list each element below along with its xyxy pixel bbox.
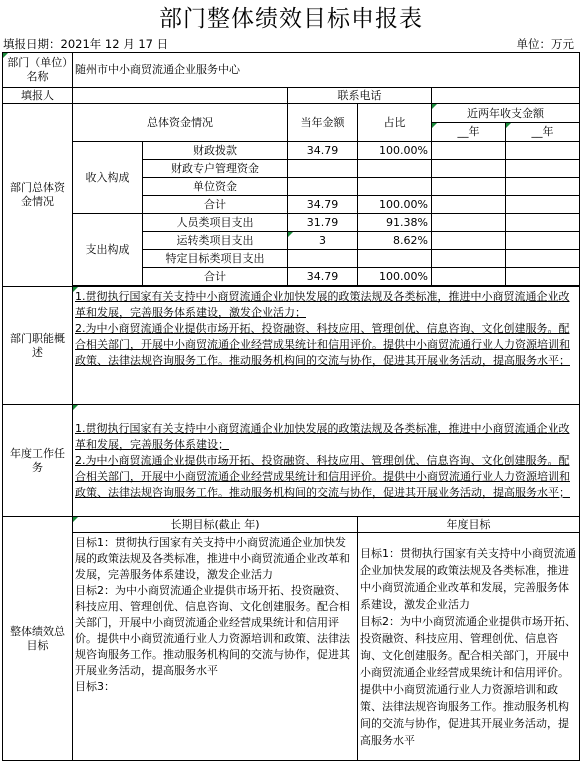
year-a: __年 <box>432 123 506 141</box>
expense-total-ratio: 100.00% <box>358 268 432 286</box>
tasks-paragraph: 2.为中小商贸流通企业提供市场开拓、投资融资、科技应用、管理创优、信息咨询、文化创建服务。配合相关部门，开展中小商贸流通企业经营成果统计和信用评价。提供中小商贸流通行业人力资源培训和政策、法律法规咨询服务工作。推动服务机构间的交流与协作，促进其开展业务活动，提高服务水平； <box>75 453 570 499</box>
year-a-cell <box>432 214 506 232</box>
form-title: 部门整体绩效目标申报表 <box>159 6 423 32</box>
expense-row-name: 运转类项目支出 <box>143 232 288 250</box>
expense-row-ratio <box>358 250 432 268</box>
year-a-cell <box>432 232 506 250</box>
year-b-cell <box>506 142 580 160</box>
annual-tasks-text <box>73 405 580 517</box>
year-b: __年 <box>506 123 579 141</box>
col-ratio: 占比 <box>358 104 432 142</box>
income-row-name: 财政拨款 <box>143 142 288 160</box>
dept-name: 随州市中小商贸流通企业服务中心 <box>73 53 580 88</box>
year-a-cell <box>432 178 506 196</box>
two-years-title: 近两年收支金额 <box>432 105 579 123</box>
expense-row-amount <box>288 250 358 268</box>
expense-row-name: 特定目标类项目支出 <box>143 250 288 268</box>
income-label: 收入构成 <box>73 142 143 214</box>
col-amount: 当年金额 <box>288 104 358 142</box>
year-b-cell <box>506 196 580 214</box>
phone-label: 联系电话 <box>288 88 432 104</box>
income-row-amount <box>288 160 358 178</box>
year-b-cell <box>506 268 580 286</box>
col-two-years <box>432 104 580 142</box>
filler-label: 填报人 <box>3 88 73 104</box>
dept-label: 部门（单位）名称 <box>3 53 73 88</box>
annual-goal-header: 年度目标 <box>358 517 580 533</box>
duties-paragraph: 1.贯彻执行国家有关支持中小商贸流通企业加快发展的政策法规及各类标准，推进中小商贸流通企业改革和发展，完善服务体系建设，激发企业活力； <box>75 290 570 319</box>
expense-row-ratio: 8.62% <box>358 232 432 250</box>
duties-paragraph: 2.为中小商贸流通企业提供市场开拓、投资融资、科技应用、管理创优、信息咨询、文化创建服务。配合相关部门，开展中小商贸流通企业经营成果统计和信用评价。提供中小商贸流通行业人力资源培训和政策、法律法规咨询服务工作。推动服务机构间的交流与协作，促进其开展业务活动，提高服务水平； <box>75 322 570 367</box>
expense-total-amount: 34.79 <box>288 268 358 286</box>
fill-date <box>3 36 168 52</box>
year-a-cell <box>432 196 506 214</box>
expense-label: 支出构成 <box>73 214 143 286</box>
expense-row-ratio: 91.38% <box>358 214 432 232</box>
unit-label: 单位：万元 <box>516 37 574 51</box>
col-overall: 总体资金情况 <box>73 104 288 142</box>
income-total-ratio: 100.00% <box>358 196 432 214</box>
year-b-cell <box>506 232 580 250</box>
year-b-cell <box>506 178 580 196</box>
expense-total-name: 合计 <box>143 268 288 286</box>
year-a-cell <box>432 160 506 178</box>
year-a-cell <box>432 268 506 286</box>
year-a-cell <box>432 250 506 268</box>
year-b-cell <box>506 214 580 232</box>
year-a-cell <box>432 142 506 160</box>
tasks-paragraph: 1.贯彻执行国家有关支持中小商贸流通企业加快发展的政策法规及各类标准，推进中小商贸流通企业改革和发展，完善服务体系建设； <box>75 421 570 451</box>
fill-date-value: 2021年 12 月 17 日 <box>60 37 169 51</box>
long-term-goals-text: 目标1：贯彻执行国家有关支持中小商贸流通企业加快发展的政策法规及各类标准，推进中小商贸流通企业改革和发展，完善服务体系建设，激发企业活力 目标2：为中小商贸流通企业提供市场开拓、投资融资、科技应用、管理创优、信息咨询、文化创建服务。配合相关部门，开展中小商贸流通企业经营成果统计和信用评价。提供中小商贸流通行业人力资源培训和政策、法律法规咨询服务工作。推动服务机构间的交流与协作，促进其开展业务活动，提高服务水平 目标3： <box>73 533 358 761</box>
annual-tasks-label: 年度工作任务 <box>3 405 73 517</box>
year-b-cell <box>506 160 580 178</box>
expense-row-amount: 31.79 <box>288 214 358 232</box>
income-row-ratio: 100.00% <box>358 142 432 160</box>
income-row-name: 单位资金 <box>143 178 288 196</box>
income-row-amount: 34.79 <box>288 142 358 160</box>
filler-value <box>73 88 288 104</box>
income-total-name: 合计 <box>143 196 288 214</box>
income-row-name: 财政专户管理资金 <box>143 160 288 178</box>
expense-row-name: 人员类项目支出 <box>143 214 288 232</box>
duties-text <box>73 287 580 405</box>
goals-label: 整体绩效总目标 <box>3 517 73 761</box>
phone-value <box>432 88 580 104</box>
income-row-ratio <box>358 178 432 196</box>
income-total-amount: 34.79 <box>288 196 358 214</box>
long-term-header: 长期目标(截止 年) <box>73 517 358 533</box>
income-row-amount <box>288 178 358 196</box>
annual-goals-text: 目标1：贯彻执行国家有关支持中小商贸流通企业加快发展的政策法规及各类标准，推进中小商贸流通企业改革和发展，完善服务体系建设，激发企业活力 目标2：为中小商贸流通企业提供市场开拓、投资融资、科技应用、管理创优、信息咨询、文化创建服务。配合相关部门，开展中小商贸流通企业经营成果统计和信用评价。提供中小商贸流通行业人力资源培训和政策、法律法规咨询服务工作。推动服务机构间的交流与协作，促进其开展业务活动，提高服务水平 <box>358 533 580 761</box>
year-b-cell <box>506 250 580 268</box>
duties-label: 部门职能概述 <box>3 287 73 405</box>
funds-section-label: 部门总体资金情况 <box>3 104 73 287</box>
fill-date-label: 填报日期： <box>3 37 61 51</box>
expense-row-amount: 3 <box>288 232 358 250</box>
performance-table <box>2 52 580 761</box>
income-row-ratio <box>358 160 432 178</box>
